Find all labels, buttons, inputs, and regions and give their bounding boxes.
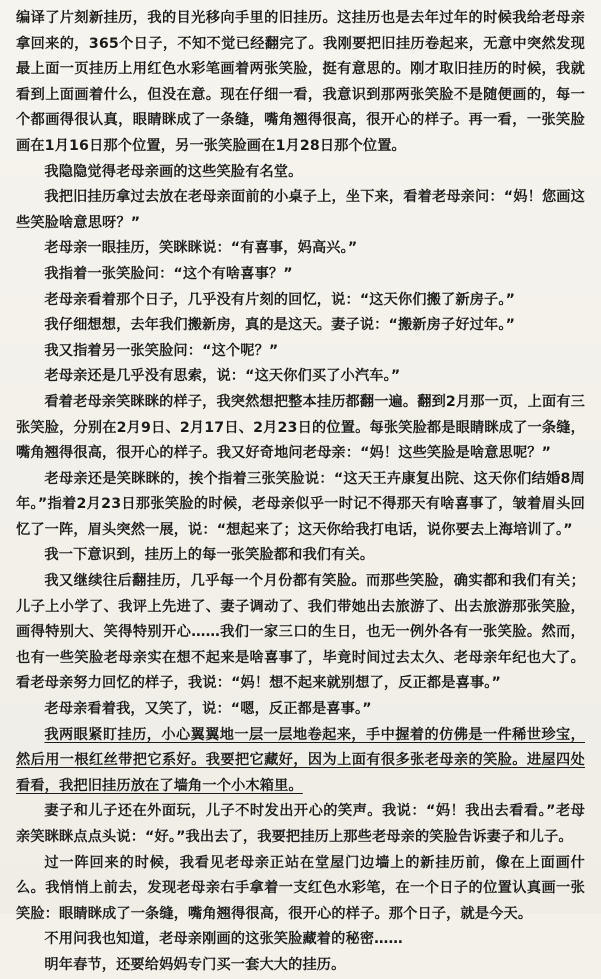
paragraph-18: 不用问我也知道，老母亲刚画的这张笑脸藏着的秘密…… [44,931,403,948]
paragraph-11: 老母亲还是笑眯眯的，挨个指着三张笑脸说：“这天王卉康复出院、这天你们结婚8周年。”指着2月23日那张笑脸的时候，老母亲似乎一时记不得那天有啥喜事了，皱着眉头回忆了一阵，眉头突然一展，说：“想起来了；这天你给我打电话，说你要去上海培训了。” [16,470,585,538]
paragraph-15: 我两眼紧盯挂历，小心翼翼地一层一层地卷起来，手中握着的仿佛是一件稀世珍宝，然后用一根红丝带把它系好。我要把它藏好，因为上面有很多张老母亲的笑脸。进屋四处看看，我把旧挂历放在了墙角一个小木箱里。 [16,726,585,794]
paragraph-9: 老母亲还是几乎没有思索，说：“这天你们买了小汽车。” [44,368,401,385]
paragraph-16: 妻子和儿子还在外面玩，儿子不时发出开心的笑声。我说：“妈！我出去看看。”老母亲笑眯眯点点头说：“好。”我出去了，我要把挂历上那些老母亲的笑脸告诉妻子和儿子。 [16,803,585,845]
paragraph-14: 老母亲看着我，又笑了，说：“嗯，反正都是喜事。” [44,701,372,718]
paragraph-5: 我指着一张笑脸问：“这个有啥喜事？” [44,265,293,282]
paragraph-12: 我一下意识到，挂历上的每一张笑脸都和我们有关。 [44,547,375,564]
paragraph-4: 老母亲一眼挂历，笑眯眯说：“有喜事，妈高兴。” [44,240,358,257]
paragraph-3: 我把旧挂历拿过去放在老母亲面前的小桌子上，坐下来，看着老母亲问：“妈！您画这些笑脸啥意思呀？” [16,189,585,231]
paragraph-6: 老母亲看着那个日子，几乎没有片刻的回忆，说：“这天你们搬了新房子。” [44,291,516,308]
paragraph-17: 过一阵回来的时候，我看见老母亲正站在堂屋门边墙上的新挂历前，像在上面画什么。我悄悄上前去，发现老母亲右手拿着一支红色水彩笔，在一个日子的位置认真画一张笑脸：眼睛眯成了一条缝，嘴角翘得很高，很开心的样子。那个日子，就是今天。 [16,854,585,922]
paragraph-1: 编译了片刻新挂历，我的目光移向手里的旧挂历。这挂历也是去年过年的时候我给老母亲拿回来的，365个日子，不知不觉已经翻完了。我刚要把旧挂历卷起来，无意中突然发现最上面一页挂历上用红色水彩笔画着两张笑脸，挺有意思的。刚才取旧挂历的时候，我就看到上面画着什么，但没在意。现在仔细一看，我意识到那两张笑脸不是随便画的，每一个都画得很认真，眼睛眯成了一条缝，嘴角翘得很高，很开心的样子。再一看，一张笑脸画在1月16日那个位置，另一张笑脸画在1月28日那个位置。 [16,10,585,154]
paragraph-8: 我又指着另一张笑脸问：“这个呢？” [44,342,279,359]
paragraph-19: 明年春节，还要给妈妈专门买一套大大的挂历。 [44,956,346,973]
paragraph-7: 我仔细想想，去年我们搬新房，真的是这天。妻子说：“搬新房子好过年。” [44,317,516,334]
paragraph-2: 我隐隐觉得老母亲画的这些笑脸有名堂。 [44,163,303,180]
paragraph-10: 看着老母亲笑眯眯的样子，我突然想把整本挂历都翻一遍。翻到2月那一页，上面有三张笑脸，分别在2月9日、2月17日、2月23日的位置。每张笑脸都是眼睛眯成了一条缝，嘴角翘得很高，很开心的样子。我又好奇地问老母亲：“妈！这些笑脸是啥意思呢？” [16,393,585,462]
paragraph-13: 我又继续往后翻挂历，几乎每一个月份都有笑脸。而那些笑脸，确实都和我们有关；儿子上小学了、我评上先进了、妻子调动了、我们带她出去旅游了、出去旅游那张笑脸，画得特别大、笑得特别开心……我们一家三口的生日，也无一例外各有一张笑脸。然而，也有一些笑脸老母亲实在想不起来是啥喜事了，毕竟时间过去太久、老母亲年纪也大了。看老母亲努力回忆的样子，我说：“妈！想不起来就别想了，反正都是喜事。” [16,573,585,692]
